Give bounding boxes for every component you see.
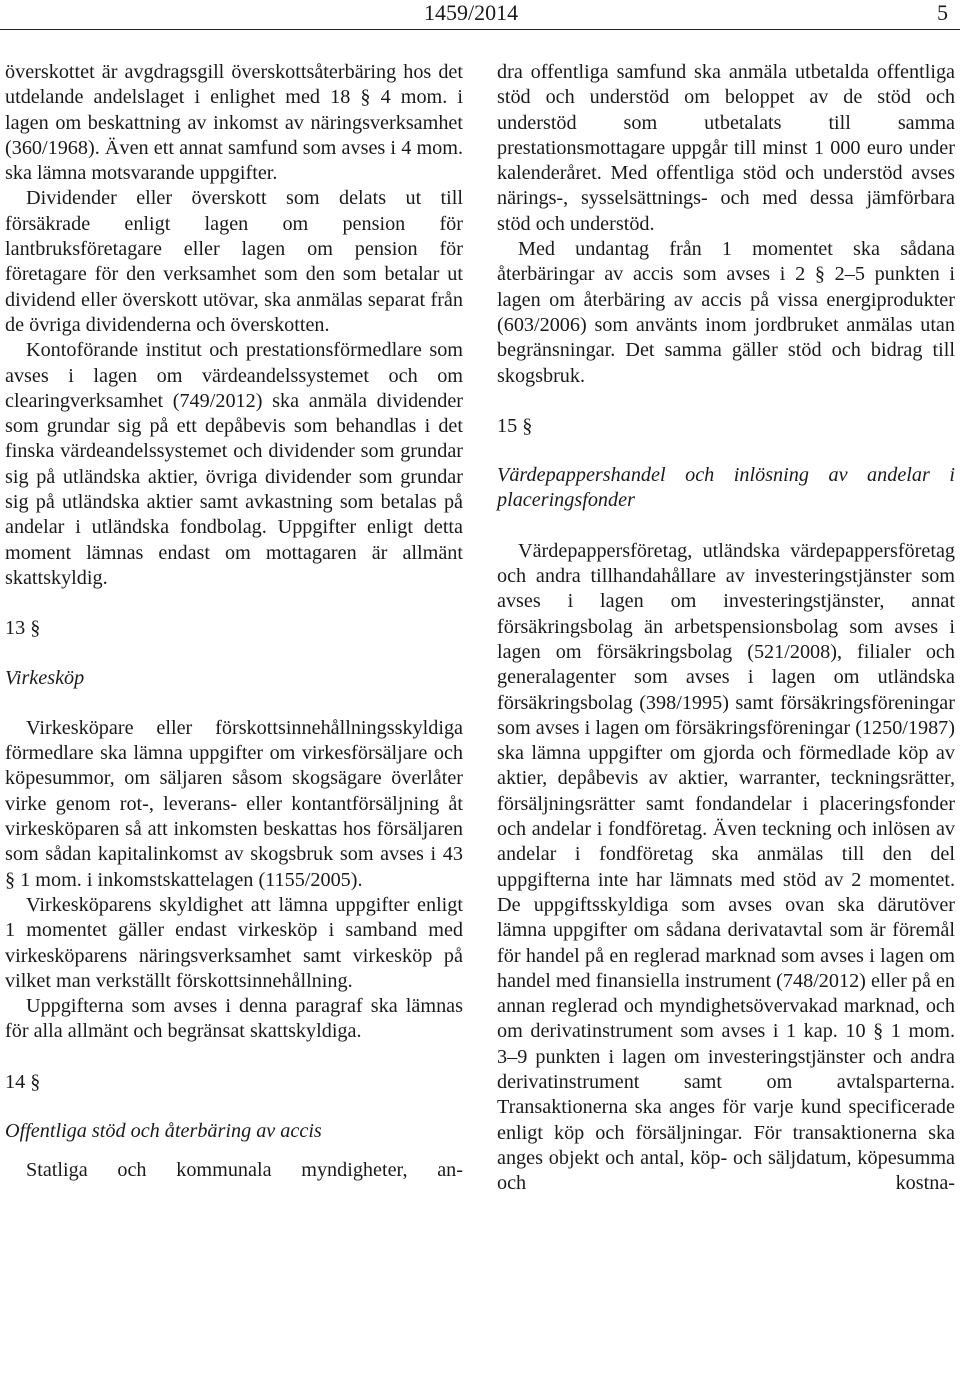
section-title: Värdepappershandel och inlösning av andelar i placeringsfonder [497, 464, 955, 512]
document-number: 1459/2014 [424, 0, 519, 25]
paragraph: dra offentliga samfund ska anmäla utbetalda offentliga stöd och understöd om beloppet av de stöd och understöd som utbetalats till samma prestationsmottagare uppgår till minst 1 000 euro under kalenderåret. Med offentliga stöd och understöd avses närings-, sysselsättnings- och med dessa jämförbara stöd och understöd. [497, 61, 955, 235]
section-number: 13 § [5, 617, 41, 640]
paragraph: Virkesköpare eller förskottsinnehållningsskyldiga förmedlare ska lämna uppgifter om virkesförsäljare och köpesummor, om säljaren såsom skogsägare överlåter virke genom rot-, leverans- eller kontantförsäljning åt virkesköparen så att inkomsten beskattas hos försäljaren som sådan kapitalinkomst av skogsbruk som avses i 43 § 1 mom. i inkomstskattelagen (1155/2005). [5, 716, 463, 891]
page-number: 5 [937, 0, 948, 25]
paragraph: Värdepappersföretag, utländska värdepappersföretag och andra tillhandahållare av investeringstjänster som avses i lagen om investeringstjänster, annat försäkringsbolag än arbetspensionsbolag som avses i lagen om försäkringsbolag (521/2008), filialer och generalagenter som avses i lagen om utländska försäkringsbolag (398/1995) samt försäkringsföreningar som avses i lagen om försäkringsföreningar (1250/1987) ska lämna uppgifter om gjorda och förmedlade köp av aktier, depåbevis av aktier, warranter, teckningsrätter, försäljningsrätter samt fondandelar i placeringsfonder och andelar i fondföretag. Även teckning och inlösen av andelar i fondföretag ska anmälas till den del uppgifterna inte har lämnats med stöd av 2 momentet. De uppgiftsskyldiga som avses ovan ska därutöver lämna uppgifter om sådana derivatavtal som är föremål för handel på en reglerad marknad som avses i lagen om handel med finansiella instrument (748/2012) eller på en annan reglerad och myndighetsövervakad marknad, och om derivatinstrument som avses i 1 kap. 10 § 1 mom. 3–9 punkten i lagen om investeringstjänster och andra derivatinstrument samt om avtalsparterna. Transaktionerna ska anges för varje kund specificerade enligt köp och försäljningar. För transaktionerna ska anges objekt och antal, köp- och säljdatum, köpesumma och kostna- [497, 539, 956, 1195]
paragraph: Virkesköparens skyldighet att lämna uppgifter enligt 1 momentet gäller endast virkesköp i samband med virkesköparens näringsverksamhet samt virkesköp på vilket man verkställt förskottsinnehållning. [5, 893, 463, 992]
page-header [0, 0, 960, 30]
section-number: 14 § [5, 1070, 41, 1093]
paragraph: överskottet är avgdragsgill överskottsåterbäring hos det utdelande andelslaget i enlighet med 18 § 4 mom. i lagen om beskattning av inkomst av näringsverksamhet (360/1968). Även ett annat samfund som avses i 4 mom. ska lämna motsvarande uppgifter. [5, 61, 463, 185]
paragraph: Med undantag från 1 momentet ska sådana återbäringar av accis som avses i 2 § 2–5 punkten i lagen om återbäring av accis på vissa energiprodukter (603/2006) som använts inom jordbruket anmälas utan begränsningar. Det samma gäller stöd och bidrag till skogsbruk. [497, 238, 955, 387]
section-title: Virkesköp [5, 666, 85, 689]
section-number: 15 § [497, 414, 533, 437]
paragraph: Statliga och kommunala myndigheter, an- [26, 1159, 463, 1182]
header-rule [0, 29, 960, 30]
paragraph: Kontoförande institut och prestationsförmedlare som avses i lagen om värdeandelssystemet och om clearingverksamhet (749/2012) ska anmäla dividender som grundar sig på ett depåbevis som behandlas i det finska värdeandelssystemet och dividender som grundar sig på utländska aktier, övriga dividender som grundar sig på utländska aktier samt avkastning som betalas på andelar i utländska fondbolag. Uppgifter enligt detta moment lämnas endast om mottagaren är allmänt skattskyldig. [5, 339, 463, 589]
right-column [497, 60, 955, 1196]
paragraph: Uppgifterna som avses i denna paragraf ska lämnas för alla allmänt och begränsat skattskyldiga. [5, 995, 463, 1043]
section-title: Offentliga stöd och återbäring av accis [5, 1119, 322, 1142]
paragraph: Dividender eller överskott som delats ut till försäkrade enligt lagen om pension för lantbruksföretagare eller lagen om pension för företagare för den verksamhet som den som betalar ut dividend eller överskott utövar, ska anmälas separat från de övriga dividenderna och överskotten. [5, 187, 463, 336]
left-column [5, 60, 463, 1184]
